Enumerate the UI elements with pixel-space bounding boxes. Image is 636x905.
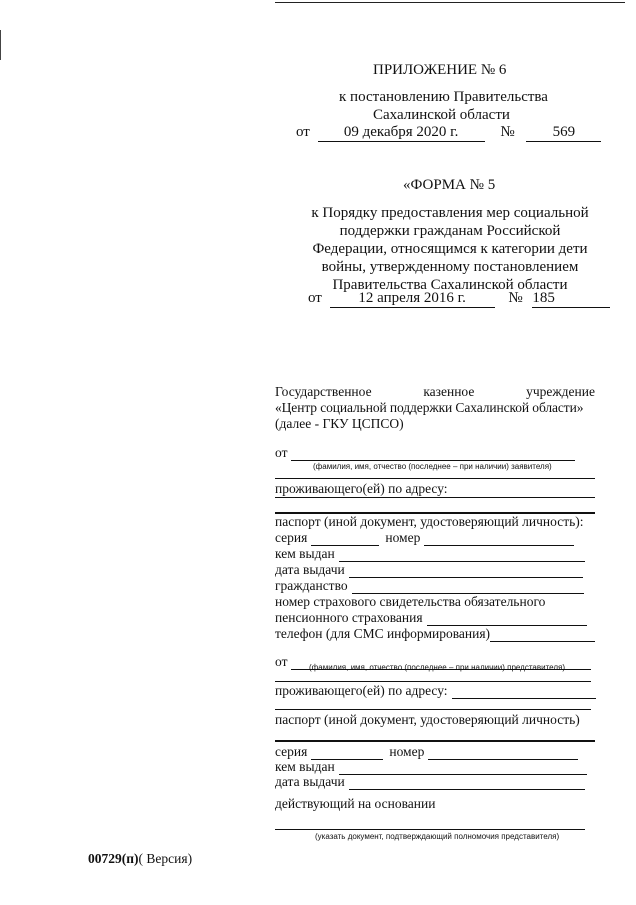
form-desc-line: Федерации, относящимся к категории дети: [312, 241, 588, 257]
rep-issued-row: [275, 759, 587, 775]
form-date-row: [308, 290, 610, 308]
applicant-issue-date-label: дата выдачи: [275, 562, 345, 577]
applicant-series-row: [275, 530, 574, 546]
rep-passport-label: паспорт (иной документ, удостоверяющий личность): [275, 712, 580, 727]
applicant-date-row: [275, 562, 583, 578]
applicant-snils-line2: пенсионного страхования: [275, 610, 423, 625]
applicant-series-field[interactable]: [311, 533, 379, 546]
footer-code-row: [88, 851, 192, 867]
rep-name-hint: (фамилия, имя, отчество (последнее – при наличии) представителя): [309, 663, 565, 672]
applicant-snils-row: [275, 610, 587, 626]
rep-issue-date-field[interactable]: [349, 777, 585, 790]
rep-issue-date-label: дата выдачи: [275, 774, 345, 789]
applicant-passport-label: паспорт (иной документ, удостоверяющий личность):: [275, 514, 584, 529]
form-num-label: №: [508, 290, 523, 306]
form-desc-line: к Порядку предоставления мер социальной: [311, 205, 589, 221]
form-desc-line: поддержки гражданам Российской: [339, 223, 561, 239]
form-desc-line: войны, утвержденному постановлением: [321, 259, 579, 275]
rep-basis-label: действующий на основании: [275, 796, 436, 811]
applicant-phone-field[interactable]: [490, 629, 595, 642]
appendix-title: ПРИЛОЖЕНИЕ № 6: [373, 62, 507, 78]
applicant-citizenship-label: гражданство: [275, 578, 348, 593]
top-border-line: [275, 2, 625, 3]
applicant-number-label: номер: [385, 530, 421, 545]
form-description: [300, 204, 600, 294]
applicant-name-field[interactable]: [291, 448, 575, 461]
footer-version: ( Версия): [138, 851, 193, 866]
applicant-name-line2: [275, 478, 595, 479]
rep-number-label: номер: [389, 744, 425, 759]
applicant-snils-field[interactable]: [427, 613, 587, 626]
form-title: «ФОРМА № 5: [403, 177, 496, 193]
rep-address-line2[interactable]: [275, 709, 591, 710]
applicant-issued-by-field[interactable]: [339, 549, 585, 562]
appendix-num-label: №: [500, 124, 515, 140]
applicant-phone-label: телефон (для СМС информирования): [275, 626, 491, 641]
applicant-name-hint: (фамилия, имя, отчество (последнее – при наличии) заявителя): [313, 462, 552, 471]
applicant-address-label: проживающего(ей) по адресу:: [275, 481, 448, 496]
rep-series-row: [275, 744, 578, 760]
applicant-snils-line1: номер страхового свидетельства обязательного: [275, 594, 546, 609]
appendix-number: 569: [526, 124, 601, 142]
applicant-issued-by-label: кем выдан: [275, 546, 335, 561]
applicant-from-row: [275, 445, 575, 461]
applicant-series-label: серия: [275, 530, 308, 545]
appendix-date-row: [296, 124, 601, 142]
addressee-word: учреждение: [526, 384, 595, 399]
rep-address-field[interactable]: [452, 686, 596, 699]
appendix-line2: Сахалинской области: [373, 107, 510, 123]
form-number: 185: [532, 290, 610, 308]
footer-code: 00729(п): [88, 851, 139, 866]
addressee-line2: «Центр социальной поддержки Сахалинской области»: [275, 400, 584, 415]
left-margin-mark: [0, 30, 1, 60]
appendix-line1: к постановлению Правительства: [339, 89, 548, 105]
rep-name-line2: [275, 681, 591, 682]
rep-passport-line[interactable]: [275, 740, 595, 742]
form-desc-line: Правительства Сахалинской области: [332, 277, 568, 293]
form-date: 12 апреля 2016 г.: [330, 290, 495, 308]
applicant-from-label: от: [275, 445, 288, 460]
rep-issued-by-label: кем выдан: [275, 759, 335, 774]
applicant-citizenship-field[interactable]: [352, 581, 584, 594]
applicant-address-line1: [275, 497, 595, 498]
rep-basis-field[interactable]: [275, 829, 585, 830]
applicant-issue-date-field[interactable]: [349, 565, 583, 578]
rep-address-label: проживающего(ей) по адресу:: [275, 683, 448, 698]
applicant-number-field[interactable]: [424, 533, 574, 546]
appendix-from-label: от: [296, 124, 310, 140]
addressee-line1: [275, 384, 595, 400]
addressee-word: Государственное: [275, 384, 372, 399]
addressee-word: казенное: [423, 384, 475, 399]
rep-date-row: [275, 774, 585, 790]
applicant-issued-row: [275, 546, 585, 562]
rep-basis-hint: (указать документ, подтверждающий полномочия представителя): [315, 832, 560, 841]
rep-series-label: серия: [275, 744, 308, 759]
form-from-label: от: [308, 290, 322, 306]
rep-from-label: от: [275, 654, 288, 669]
rep-address-row: [275, 683, 596, 699]
applicant-phone-row: [275, 626, 595, 642]
appendix-date: 09 декабря 2020 г.: [318, 124, 485, 142]
addressee-line3: (далее - ГКУ ЦСПСО): [275, 416, 404, 431]
applicant-citizenship-row: [275, 578, 584, 594]
